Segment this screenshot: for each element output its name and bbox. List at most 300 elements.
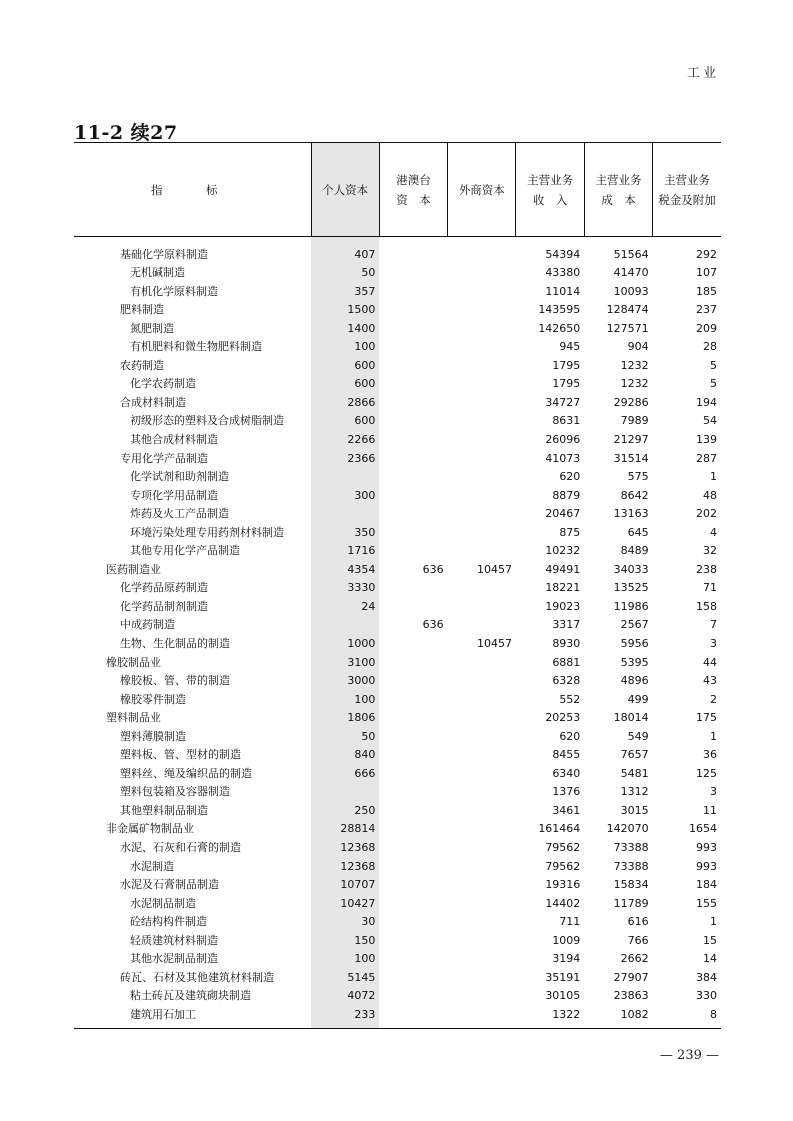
main-cost-cell: 23863 [613,989,649,1003]
main-revenue-cell: 620 [559,729,581,743]
main-cost-cell: 11789 [613,896,649,910]
table-row [74,783,721,802]
indicator-name-cell: 塑料包装箱及容器制造 [120,785,230,799]
table-row [74,616,721,635]
table-row [74,691,721,710]
hk-macao-taiwan-capital-cell [379,394,447,413]
indicator-name-cell: 化学药品原药制造 [120,581,208,595]
foreign-capital-cell [448,709,516,728]
individual-capital-cell: 1000 [311,635,379,654]
main-revenue-cell: 1009 [552,933,581,947]
main-cost-cell: 904 [627,340,649,354]
main-cost-cell: 2567 [620,618,649,632]
hk-macao-taiwan-capital-cell [379,802,447,821]
table-row [74,820,721,839]
foreign-capital-cell [448,357,516,376]
foreign-capital-cell [448,839,516,858]
main-revenue-cell: 552 [559,692,581,706]
indicator-name-cell: 水泥制造 [130,859,174,873]
table-row [74,635,721,654]
hk-macao-taiwan-capital-cell [379,1006,447,1029]
main-tax-cell: 384 [696,970,717,984]
main-cost-cell: 5481 [620,766,649,780]
foreign-capital-cell [448,542,516,561]
main-cost-cell: 2662 [620,952,649,966]
hk-macao-taiwan-capital-cell [379,950,447,969]
main-revenue-cell: 3194 [552,952,581,966]
table-row [74,505,721,524]
indicator-name-cell: 环境污染处理专用药剂材料制造 [130,525,284,539]
hk-macao-taiwan-capital-cell [379,709,447,728]
main-tax-cell: 287 [696,451,717,465]
table-row [74,338,721,357]
main-cost-cell: 7657 [620,748,649,762]
individual-capital-cell: 350 [311,524,379,543]
main-tax-cell: 184 [696,878,717,892]
indicator-name-cell: 农药制造 [120,358,164,372]
individual-capital-cell: 1500 [311,301,379,320]
individual-capital-cell: 4354 [311,561,379,580]
foreign-capital-cell: 10457 [476,636,512,650]
main-tax-cell: 158 [696,599,717,613]
main-cost-cell: 8489 [620,544,649,558]
indicator-name-cell: 非金属矿物制品业 [106,822,194,836]
spacer-cell [311,237,379,246]
main-tax-cell: 36 [703,748,717,762]
foreign-capital-cell [448,283,516,302]
table-spacer-row [74,237,721,246]
main-cost-cell: 13163 [613,507,649,521]
main-tax-cell: 44 [703,655,717,669]
main-tax-cell: 54 [703,414,717,428]
table-row [74,246,721,265]
main-cost-cell: 1082 [584,1006,652,1029]
foreign-capital-cell [448,468,516,487]
table-body [74,237,721,1029]
hk-macao-taiwan-capital-cell [379,654,447,673]
table-row [74,950,721,969]
foreign-capital-cell [448,858,516,877]
main-tax-cell: 7 [710,618,717,632]
indicator-name-cell: 初级形态的塑料及合成树脂制造 [130,414,284,428]
individual-capital-cell: 300 [311,487,379,506]
indicator-name-cell: 其他塑料制品制造 [120,803,208,817]
main-tax-cell: 3 [710,785,717,799]
hk-macao-taiwan-capital-cell [379,635,447,654]
main-revenue-cell: 142650 [538,321,581,335]
main-cost-cell: 616 [627,915,649,929]
foreign-capital-cell [448,895,516,914]
main-cost-cell: 29286 [613,395,649,409]
foreign-capital-cell [448,746,516,765]
main-tax-cell: 993 [696,841,717,854]
main-cost-cell: 15834 [613,878,649,892]
main-tax-cell: 3 [710,636,717,650]
main-revenue-cell: 26096 [545,432,581,446]
foreign-capital-cell [448,264,516,283]
indicator-name-cell: 橡胶板、管、带的制造 [120,674,230,688]
main-revenue-cell: 34727 [545,395,581,409]
foreign-capital-cell [448,987,516,1006]
main-cost-cell: 575 [627,470,649,484]
indicator-name-cell: 专项化学用品制造 [130,488,218,502]
table-row [74,969,721,988]
main-cost-cell: 41470 [613,266,649,280]
main-revenue-cell: 8930 [552,636,581,650]
individual-capital-cell: 10707 [311,876,379,895]
main-tax-cell: 1 [710,470,717,484]
main-revenue-cell: 10232 [545,544,581,558]
individual-capital-cell: 30 [311,913,379,932]
main-cost-cell: 8642 [620,488,649,502]
main-cost-cell: 7989 [620,414,649,428]
hk-macao-taiwan-capital-cell [379,338,447,357]
individual-capital-cell: 50 [311,264,379,283]
main-tax-header: 主营业务 税金及附加 [653,143,721,237]
main-cost-cell: 142070 [606,822,649,836]
indicator-name-cell: 塑料制品业 [106,711,161,725]
main-revenue-cell: 8455 [552,748,581,762]
foreign-capital-cell [448,932,516,951]
main-tax-cell: 71 [703,581,717,595]
indicator-name-cell: 建筑用石加工 [74,1006,311,1029]
table-row [74,561,721,580]
table-row [74,301,721,320]
individual-capital-cell: 233 [311,1006,379,1029]
table-row [74,394,721,413]
main-revenue-cell: 79562 [545,841,581,854]
main-cost-cell: 1232 [620,358,649,372]
main-tax-cell: 330 [696,989,717,1003]
table-row [74,987,721,1006]
main-cost-cell: 5395 [620,655,649,669]
individual-capital-cell: 407 [311,246,379,265]
main-revenue-cell: 19316 [545,878,581,892]
indicator-name-cell: 炸药及火工产品制造 [130,507,229,521]
hk-macao-taiwan-capital-cell [379,412,447,431]
indicator-name-cell: 化学农药制造 [130,377,196,391]
indicator-name-cell: 橡胶制品业 [106,655,161,669]
hk-macao-taiwan-capital-cell [379,820,447,839]
main-cost-cell: 11986 [613,599,649,613]
main-revenue-cell: 1795 [552,358,581,372]
main-cost-cell: 10093 [613,284,649,298]
individual-capital-cell: 1806 [311,709,379,728]
spacer-cell [379,237,447,246]
hk-macao-taiwan-capital-cell [379,487,447,506]
foreign-capital-cell [448,616,516,635]
table-title: 11-2 续27 [74,122,178,144]
hk-macao-taiwan-capital-cell: 636 [422,618,444,632]
page-number: — 239 — [659,1048,719,1063]
individual-capital-cell: 2866 [311,394,379,413]
main-tax-cell: 5 [710,377,717,391]
indicator-name-cell: 水泥制品制造 [130,896,196,910]
spacer-cell [516,237,584,246]
individual-capital-cell: 100 [311,691,379,710]
individual-capital-cell [311,783,379,802]
main-cost-cell: 73388 [613,859,649,873]
main-tax-cell: 15 [703,933,717,947]
indicator-name-cell: 橡胶零件制造 [120,692,186,706]
main-cost-cell: 549 [627,729,649,743]
main-revenue-cell: 19023 [545,599,581,613]
individual-capital-cell: 12368 [311,858,379,877]
main-revenue-cell: 620 [559,470,581,484]
individual-capital-cell: 600 [311,412,379,431]
table-row [74,375,721,394]
main-tax-cell: 238 [696,562,717,576]
hk-macao-taiwan-capital-cell [379,320,447,339]
indicator-name-cell: 基础化学原料制造 [120,247,208,261]
main-revenue-cell: 3461 [552,803,581,817]
main-tax-cell: 2 [710,692,717,706]
indicator-name-cell: 砼结构构件制造 [130,915,207,929]
table-row [74,876,721,895]
main-revenue-cell: 20253 [545,711,581,725]
indicator-name-cell: 其他合成材料制造 [130,432,218,446]
hk-macao-taiwan-capital-cell [379,505,447,524]
hk-macao-taiwan-capital-cell [379,969,447,988]
main-revenue-cell: 41073 [545,451,581,465]
hk-macao-taiwan-capital-cell [379,746,447,765]
hk-macao-taiwan-capital-cell [379,765,447,784]
individual-capital-cell: 10427 [311,895,379,914]
table-row [74,468,721,487]
indicator-name-cell: 专用化学产品制造 [120,451,208,465]
main-revenue-cell: 35191 [545,970,581,984]
main-cost-cell: 4896 [620,674,649,688]
main-revenue-cell: 143595 [538,303,581,317]
hk-macao-taiwan-capital-cell [379,301,447,320]
main-cost-cell: 1232 [620,377,649,391]
main-tax-cell: 48 [703,488,717,502]
main-cost-cell: 645 [627,525,649,539]
main-tax-cell: 175 [696,711,717,725]
table-row [74,932,721,951]
individual-capital-cell: 250 [311,802,379,821]
main-tax-cell: 125 [696,766,717,780]
data-table-container [74,142,721,1029]
foreign-capital-cell [448,598,516,617]
main-tax-cell: 993 [696,859,717,873]
hk-macao-taiwan-capital-cell [379,524,447,543]
hk-macao-taiwan-capital-cell [379,264,447,283]
spacer-cell [448,237,516,246]
hk-macao-taiwan-capital-cell [379,598,447,617]
indicator-name-cell: 有机肥料和微生物肥料制造 [130,340,262,354]
spacer-cell [653,237,721,246]
hk-macao-taiwan-capital-cell [379,450,447,469]
foreign-capital-cell [448,431,516,450]
table-row [74,412,721,431]
foreign-capital-cell [448,950,516,969]
hk-macao-taiwan-capital-cell [379,895,447,914]
indicator-name-cell: 其他专用化学产品制造 [130,544,240,558]
indicator-name-cell: 化学试剂和助剂制造 [130,470,229,484]
main-cost-cell: 3015 [620,803,649,817]
table-row [74,765,721,784]
individual-capital-cell: 2266 [311,431,379,450]
main-revenue-cell: 711 [559,915,581,929]
spacer-cell [584,237,652,246]
main-revenue-cell: 54394 [545,247,581,261]
main-cost-cell: 73388 [613,841,649,854]
hk-macao-taiwan-capital-cell [379,357,447,376]
main-revenue-cell: 1322 [516,1006,584,1029]
main-revenue-cell: 14402 [545,896,581,910]
main-revenue-cell: 49491 [545,562,581,576]
foreign-capital-cell [448,654,516,673]
individual-capital-cell: 2366 [311,450,379,469]
individual-capital-cell: 28814 [311,820,379,839]
foreign-capital-cell [448,505,516,524]
main-tax-cell: 28 [703,340,717,354]
foreign-capital-cell [448,579,516,598]
main-revenue-cell: 11014 [545,284,581,298]
foreign-capital-cell [448,783,516,802]
main-tax-cell: 202 [696,507,717,521]
foreign-capital-cell [448,487,516,506]
table-row [74,1006,721,1029]
main-cost-cell: 128474 [606,303,649,317]
main-tax-cell: 194 [696,395,717,409]
foreign-capital-cell [448,802,516,821]
indicator-name-cell: 生物、生化制品的制造 [120,636,230,650]
main-tax-cell: 1654 [689,822,717,836]
main-tax-cell: 5 [710,358,717,372]
foreign-capital-header: 外商资本 [448,143,516,237]
indicator-name-cell: 有机化学原料制造 [130,284,218,298]
table-row [74,524,721,543]
main-tax-cell: 139 [696,432,717,446]
hk-macao-taiwan-capital-cell [379,375,447,394]
main-tax-cell: 209 [696,321,717,335]
individual-capital-cell: 100 [311,950,379,969]
indicator-name-cell: 医药制造业 [106,562,161,576]
individual-capital-cell: 600 [311,357,379,376]
hk-macao-taiwan-capital-header: 港澳台 资 本 [379,143,447,237]
main-cost-cell: 51564 [613,247,649,261]
individual-capital-cell: 357 [311,283,379,302]
main-revenue-header: 主营业务 收 入 [516,143,584,237]
main-revenue-cell: 6340 [552,766,581,780]
foreign-capital-cell [448,1006,516,1029]
table-row [74,542,721,561]
foreign-capital-cell [448,876,516,895]
main-revenue-cell: 6881 [552,655,581,669]
table-header-row [74,143,721,237]
foreign-capital-cell [448,672,516,691]
main-cost-cell: 5956 [620,636,649,650]
foreign-capital-cell [448,691,516,710]
individual-capital-cell: 150 [311,932,379,951]
indicator-name-cell: 塑料丝、绳及编织品的制造 [120,766,252,780]
main-cost-cell: 31514 [613,451,649,465]
main-revenue-cell: 6328 [552,674,581,688]
main-tax-cell: 4 [710,525,717,539]
table-row [74,431,721,450]
individual-capital-cell: 1400 [311,320,379,339]
hk-macao-taiwan-capital-cell [379,431,447,450]
main-tax-cell: 1 [710,729,717,743]
hk-macao-taiwan-capital-cell [379,858,447,877]
table-row [74,672,721,691]
individual-capital-cell: 3000 [311,672,379,691]
hk-macao-taiwan-capital-cell [379,691,447,710]
main-tax-cell: 107 [696,266,717,280]
indicator-name-cell: 其他水泥制品制造 [130,952,218,966]
individual-capital-cell [311,468,379,487]
indicator-name-cell: 砖瓦、石材及其他建筑材料制造 [120,970,274,984]
main-revenue-cell: 8879 [552,488,581,502]
hk-macao-taiwan-capital-cell [379,839,447,858]
main-revenue-cell: 20467 [545,507,581,521]
table-row [74,320,721,339]
foreign-capital-cell [448,524,516,543]
individual-capital-cell: 3100 [311,654,379,673]
foreign-capital-cell [448,246,516,265]
main-cost-cell: 1312 [620,785,649,799]
hk-macao-taiwan-capital-cell [379,932,447,951]
individual-capital-cell: 24 [311,598,379,617]
main-tax-cell: 155 [696,896,717,910]
individual-capital-cell: 4072 [311,987,379,1006]
main-cost-cell: 766 [627,933,649,947]
main-revenue-cell: 3317 [552,618,581,632]
main-revenue-cell: 161464 [538,822,581,836]
table-row [74,802,721,821]
main-tax-cell: 185 [696,284,717,298]
main-cost-cell: 127571 [606,321,649,335]
foreign-capital-cell [448,450,516,469]
main-cost-cell: 34033 [613,562,649,576]
table-row [74,895,721,914]
main-cost-header: 主营业务 成 本 [584,143,652,237]
hk-macao-taiwan-capital-cell [379,579,447,598]
section-label: 工业 [686,66,719,81]
hk-macao-taiwan-capital-cell [379,542,447,561]
main-cost-cell: 21297 [613,432,649,446]
main-tax-cell: 11 [703,803,717,817]
foreign-capital-cell [448,728,516,747]
main-revenue-cell: 1376 [552,785,581,799]
main-tax-cell: 292 [696,247,717,261]
main-cost-cell: 499 [627,692,649,706]
hk-macao-taiwan-capital-cell [379,876,447,895]
table-row [74,709,721,728]
spacer-cell [74,237,311,246]
indicator-name-cell: 水泥及石膏制品制造 [120,878,219,892]
individual-capital-cell: 1716 [311,542,379,561]
main-revenue-cell: 79562 [545,859,581,873]
hk-macao-taiwan-capital-cell [379,246,447,265]
main-cost-cell: 13525 [613,581,649,595]
individual-capital-header: 个人资本 [311,143,379,237]
individual-capital-cell: 12368 [311,839,379,858]
individual-capital-cell: 666 [311,765,379,784]
table-row [74,858,721,877]
main-revenue-cell: 875 [559,525,581,539]
individual-capital-cell: 840 [311,746,379,765]
individual-capital-cell: 600 [311,375,379,394]
individual-capital-cell: 100 [311,338,379,357]
individual-capital-cell [311,616,379,635]
main-revenue-cell: 1795 [552,377,581,391]
foreign-capital-cell [448,301,516,320]
table-row [74,264,721,283]
foreign-capital-cell [448,820,516,839]
